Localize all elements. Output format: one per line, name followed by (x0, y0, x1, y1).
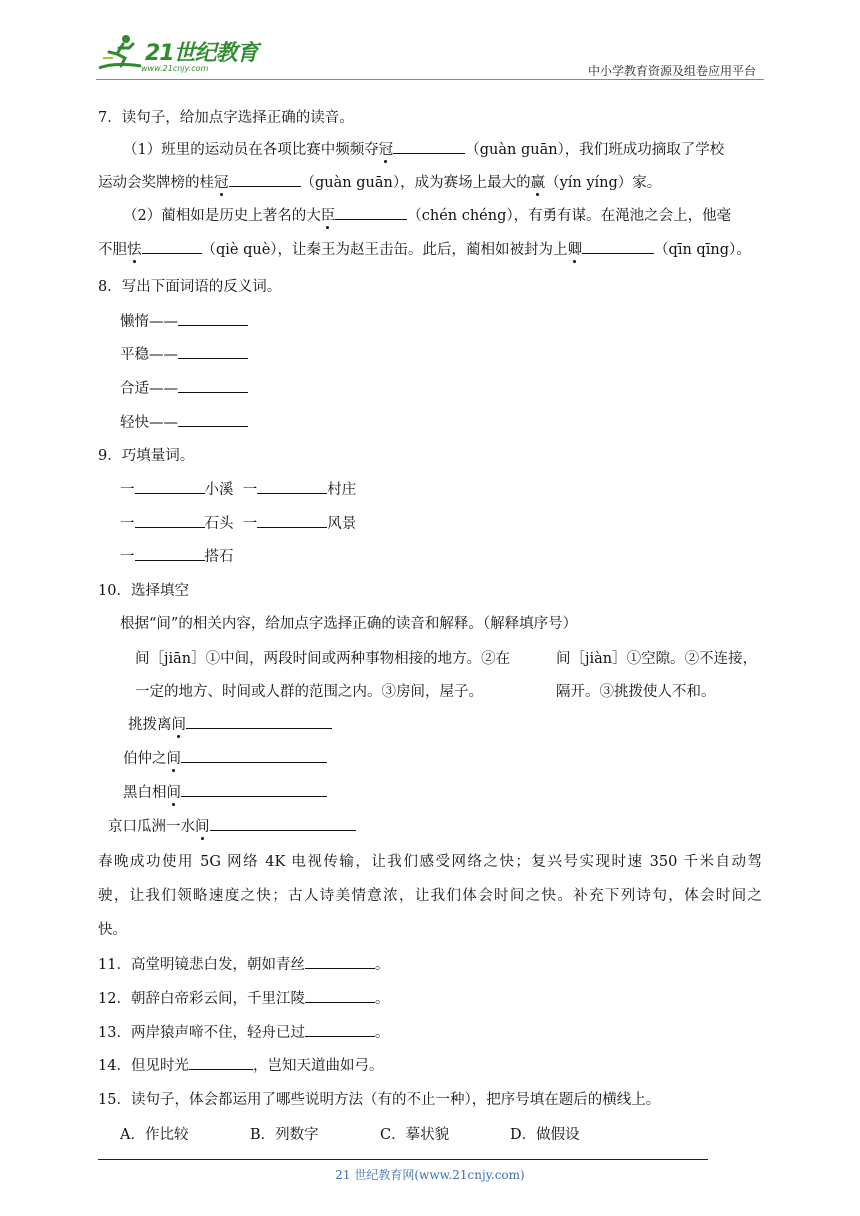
q13: 13．两岸猿声啼不住，轻舟已过 。 (98, 1021, 389, 1042)
q8-item: 懒惰—— (120, 310, 248, 331)
answer-blank[interactable] (135, 546, 205, 561)
answer-blank[interactable] (181, 748, 327, 763)
q8-item: 轻快—— (120, 411, 248, 432)
header-platform-name: 中小学教育资源及组卷应用平台 (587, 64, 756, 78)
jian-definition-1b: 一定的地方、时间或人群的范围之内。③房间，屋子。 (135, 684, 483, 700)
q9-row: 一 石头 一 风景 (120, 512, 356, 533)
answer-blank[interactable] (186, 714, 332, 729)
answer-blank[interactable] (582, 239, 654, 254)
q15-title: 15．读句子，体会都运用了哪些说明方法（有的不止一种），把序号填在题后的横线上。 (98, 1092, 661, 1108)
q10-word: 挑拨离间 (128, 713, 332, 734)
q7-line-1: （1）班里的运动员在各项比赛中频频夺冠 （guàn guān），我们班成功摘取了学校 (123, 138, 724, 159)
logo-text: 21世纪教育 (145, 41, 258, 66)
answer-blank[interactable] (178, 412, 248, 427)
answer-blank[interactable] (178, 378, 248, 393)
q11: 11．高堂明镜悲白发，朝如青丝 。 (98, 953, 389, 974)
q8-title: 8．写出下面词语的反义词。 (98, 279, 282, 295)
answer-blank[interactable] (210, 816, 356, 831)
answer-blank[interactable] (189, 1055, 253, 1070)
q7-line-3: （2）蔺相如是历史上著名的大臣 （chén chéng），有勇有谋。在渑池之会上，他毫 (123, 204, 731, 225)
q15-option: C．摹状貌 (380, 1127, 450, 1143)
answer-blank[interactable] (178, 311, 248, 326)
answer-blank[interactable] (393, 139, 465, 154)
q15-option: B．列数字 (250, 1127, 319, 1143)
answer-blank[interactable] (142, 239, 202, 254)
q14: 14．但见时光 ，岂知天道曲如弓。 (98, 1054, 383, 1075)
answer-blank[interactable] (135, 513, 205, 528)
footer-divider (98, 1159, 708, 1160)
answer-blank[interactable] (135, 479, 205, 494)
q7-line-2: 运动会奖牌榜的桂冠 （guàn guān），成为赛场上最大的赢（yín yíng）家。 (98, 171, 661, 192)
q10-word: 京口瓜洲一水间 (108, 815, 356, 836)
answer-blank[interactable] (257, 479, 327, 494)
q7-line-4: 不胆怯 （qiè què），让秦王为赵王击缶。此后，蔺相如被封为上卿 （qīn qīng）。 (98, 238, 751, 259)
q9-row: 一 搭石 (120, 545, 234, 566)
q9-row: 一 小溪 一 村庄 (120, 478, 356, 499)
answer-blank[interactable] (181, 782, 327, 797)
answer-blank[interactable] (257, 513, 327, 528)
q10-title: 10．选择填空 (98, 583, 189, 599)
q10-word: 黑白相间 (123, 781, 327, 802)
passage-line-2: 驶，让我们领略速度之快；古人诗美情意浓，让我们体会时间之快。补充下列诗句，体会时间之 (98, 888, 762, 904)
q8-item: 合适—— (120, 377, 248, 398)
q8-item: 平稳—— (120, 343, 248, 364)
q9-title: 9．巧填量词。 (98, 448, 195, 464)
footer-text: 21 世纪教育网(www.21cnjy.com) (335, 1168, 525, 1182)
q15-option: D．做假设 (510, 1127, 580, 1143)
jian-definition-2b: 隔开。③挑拨使人不和。 (556, 684, 716, 700)
q10-intro: 根据“间”的相关内容，给加点字选择正确的读音和解释。（解释填序号） (120, 616, 578, 632)
q7-title: 7．读句子，给加点字选择正确的读音。 (98, 110, 354, 126)
q10-word: 伯仲之间 (123, 747, 327, 768)
q15-option: A．作比较 (120, 1127, 189, 1143)
jian-definition-2a: 间［jiàn］①空隙。②不连接， (556, 651, 758, 667)
answer-blank[interactable] (305, 988, 375, 1003)
q12: 12．朝辞白帝彩云间，千里江陵 。 (98, 987, 389, 1008)
passage-line-1: 春晚成功使用 5G 网络 4K 电视传输，让我们感受网络之快；复兴号实现时速 350 千米自动驾 (98, 854, 762, 870)
header-divider (96, 79, 764, 80)
logo-url: www.21cnjy.com (141, 64, 209, 73)
answer-blank[interactable] (305, 1022, 375, 1037)
answer-blank[interactable] (305, 954, 375, 969)
answer-blank[interactable] (178, 344, 248, 359)
jian-definition-1a: 间［jiān］①中间，两段时间或两种事物相接的地方。②在 (135, 651, 511, 667)
answer-blank[interactable] (229, 172, 301, 187)
site-logo (95, 32, 265, 78)
answer-blank[interactable] (335, 205, 407, 220)
passage-line-3: 快。 (98, 922, 127, 938)
runner-logo-icon (95, 32, 145, 78)
